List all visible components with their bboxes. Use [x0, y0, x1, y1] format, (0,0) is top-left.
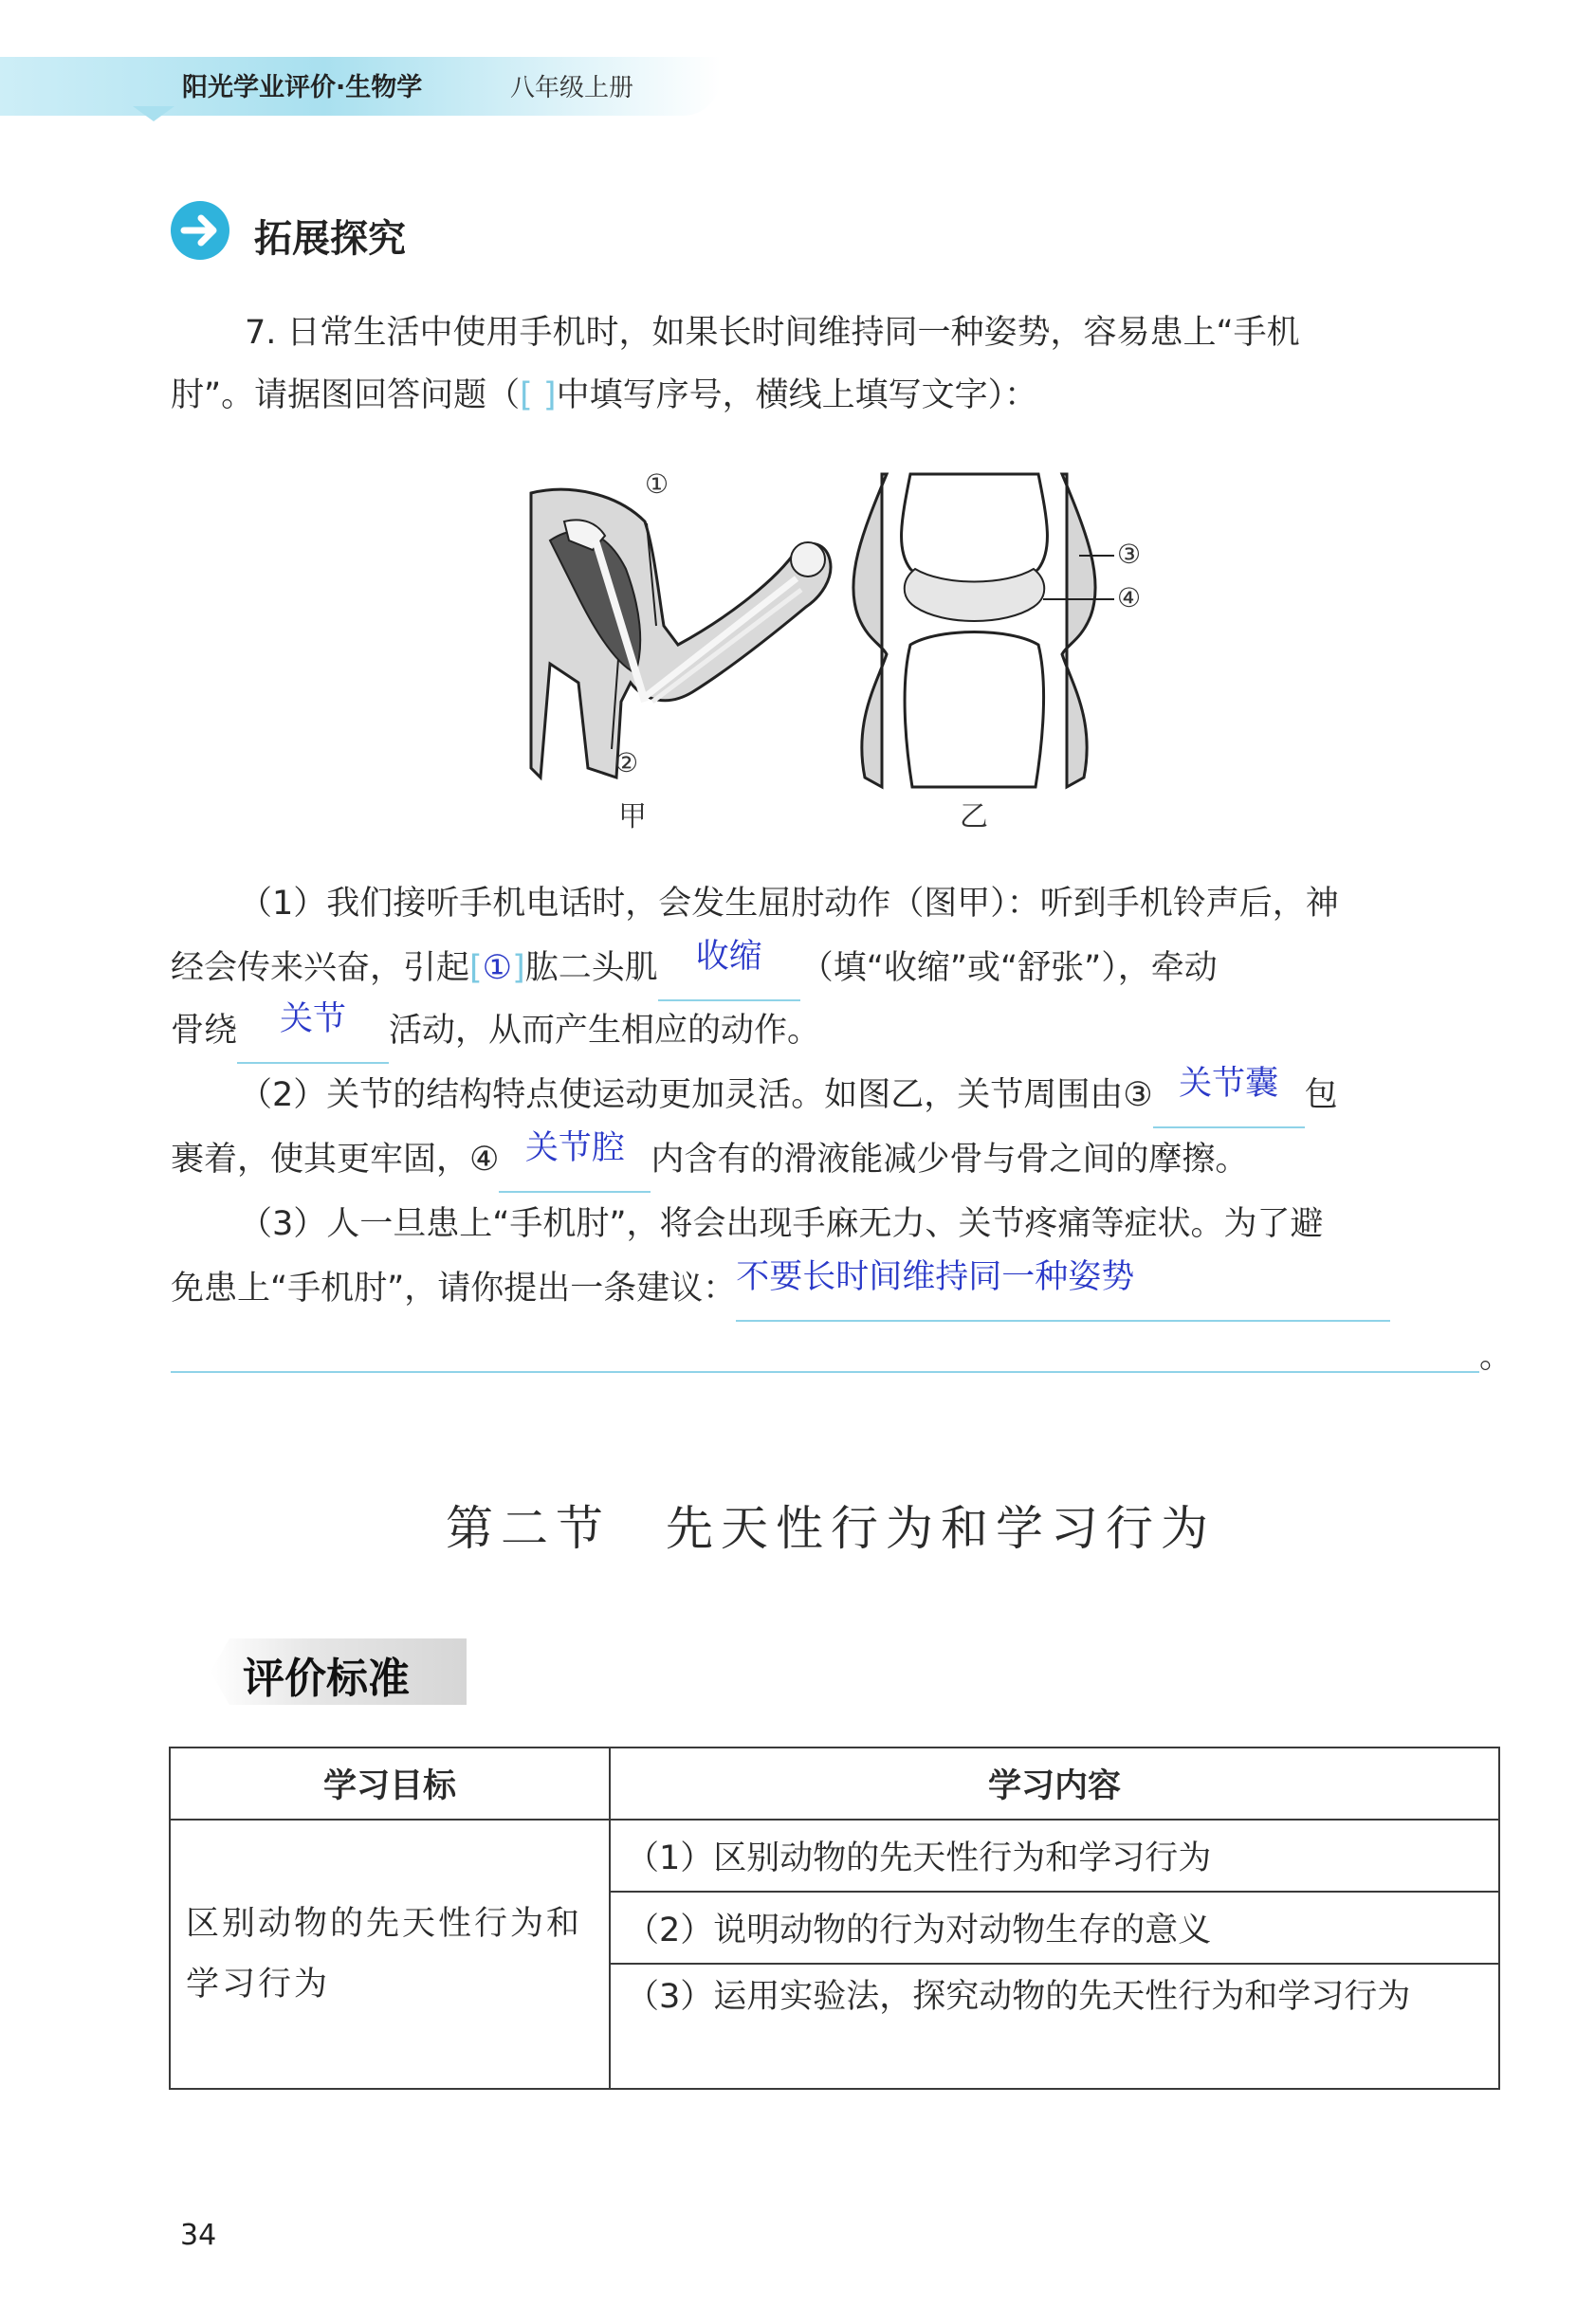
question-stem-line2	[171, 364, 1037, 427]
answer-bracket-1: ①	[482, 949, 513, 987]
part3-line1: （3）人一旦患上“手机肘”，将会出现手麻无力、关节疼痛等症状。为了避	[239, 1205, 1324, 1243]
answer-advice-field	[736, 1257, 1390, 1322]
part2-text-b: 包	[1304, 1076, 1338, 1114]
table-goal-cell: 区别动物的先天性行为和学习行为	[170, 1820, 610, 2089]
part3-line2	[171, 1257, 1390, 1322]
question-stem-text-a: 肘”。请据图回答问题（	[171, 376, 521, 414]
answer-contract-field	[658, 937, 800, 1001]
answer-advice: 不要长时间维持同一种姿势	[736, 1258, 1135, 1296]
page-number: 34	[180, 2219, 217, 2252]
question-stem-text-b: 中填写序号，横线上填写文字）：	[556, 376, 1038, 414]
table-content-cell-3: （3）运用实验法，探究动物的先天性行为和学习行为	[610, 1964, 1499, 2089]
part1-text-d: 骨绕	[171, 1012, 238, 1050]
section-title: 拓展探究	[254, 217, 406, 261]
part1-line1: （1）我们接听手机电话时，会发生屈肘动作（图甲）：听到手机铃声后，神	[239, 885, 1339, 923]
figure-label-4: ④	[1117, 582, 1142, 613]
part1-line3	[171, 999, 820, 1064]
part1-text-e: 活动，从而产生相应的动作。	[389, 1012, 821, 1050]
figure-label-3: ③	[1117, 539, 1142, 570]
part2-text-d: 内含有的滑液能减少骨与骨之间的摩擦。	[651, 1141, 1249, 1179]
answer-cavity: 关节腔	[524, 1129, 625, 1167]
bracket-close: ]	[512, 949, 525, 987]
evaluation-tag: 评价标准	[243, 1655, 410, 1703]
table-content-cell-1: （1）区别动物的先天性行为和学习行为	[610, 1820, 1499, 1892]
answer-capsule: 关节囊	[1179, 1065, 1279, 1103]
figure-label-1: ①	[645, 468, 669, 500]
part2-text-a: （2）关节的结构特点使运动更加灵活。如图乙，关节周围由③	[239, 1076, 1153, 1114]
end-mark: 。	[1479, 1338, 1513, 1376]
arm-diagram	[531, 489, 831, 778]
evaluation-table	[169, 1747, 1500, 2090]
part2-line1	[239, 1064, 1338, 1128]
chapter-title: 第二节 先天性行为和学习行为	[446, 1501, 1216, 1556]
part2-text-c: 裹着，使其更牢固，④	[171, 1141, 500, 1179]
figure-caption-left: 甲	[618, 800, 647, 833]
figure-arm-and-joint	[512, 465, 1157, 844]
answer-contract: 收缩	[695, 938, 762, 976]
book-title: 阳光学业评价·生物学	[182, 73, 423, 102]
figure-svg	[512, 465, 1157, 844]
table-content-cell-2: （2）说明动物的行为对动物生存的意义	[610, 1892, 1499, 1964]
answer-bracket-sample: [ ]	[520, 376, 557, 414]
answer-joint: 关节	[280, 1000, 347, 1038]
table-row	[170, 1820, 1499, 1892]
table-header-goal: 学习目标	[170, 1748, 610, 1820]
answer-cavity-field	[499, 1128, 651, 1193]
answer-capsule-field	[1153, 1064, 1305, 1128]
part1-text-a: 经会传来兴奋，引起	[171, 949, 470, 987]
part2-line2	[171, 1128, 1248, 1193]
book-grade: 八年级上册	[510, 74, 634, 102]
header-banner-notch	[133, 106, 174, 121]
answer-joint-field	[237, 999, 389, 1064]
arrow-right-icon	[171, 201, 229, 260]
figure-label-2: ②	[614, 747, 639, 778]
part1-text-b: 肱二头肌	[524, 949, 658, 987]
table-header-row	[170, 1748, 1499, 1820]
table-header-content: 学习内容	[610, 1748, 1499, 1820]
part3-text-a: 免患上“手机肘”，请你提出一条建议：	[171, 1270, 737, 1308]
part1-text-c: （填“收缩”或“舒张”），牵动	[799, 949, 1218, 987]
part1-line2	[171, 937, 1218, 1001]
joint-diagram	[853, 474, 1114, 787]
answer-blank-line	[171, 1371, 1479, 1373]
figure-caption-right: 乙	[960, 800, 988, 833]
question-stem-line1: 7. 日常生活中使用手机时，如果长时间维持同一种姿势，容易患上“手机	[245, 314, 1300, 352]
bracket-open: [	[469, 949, 483, 987]
